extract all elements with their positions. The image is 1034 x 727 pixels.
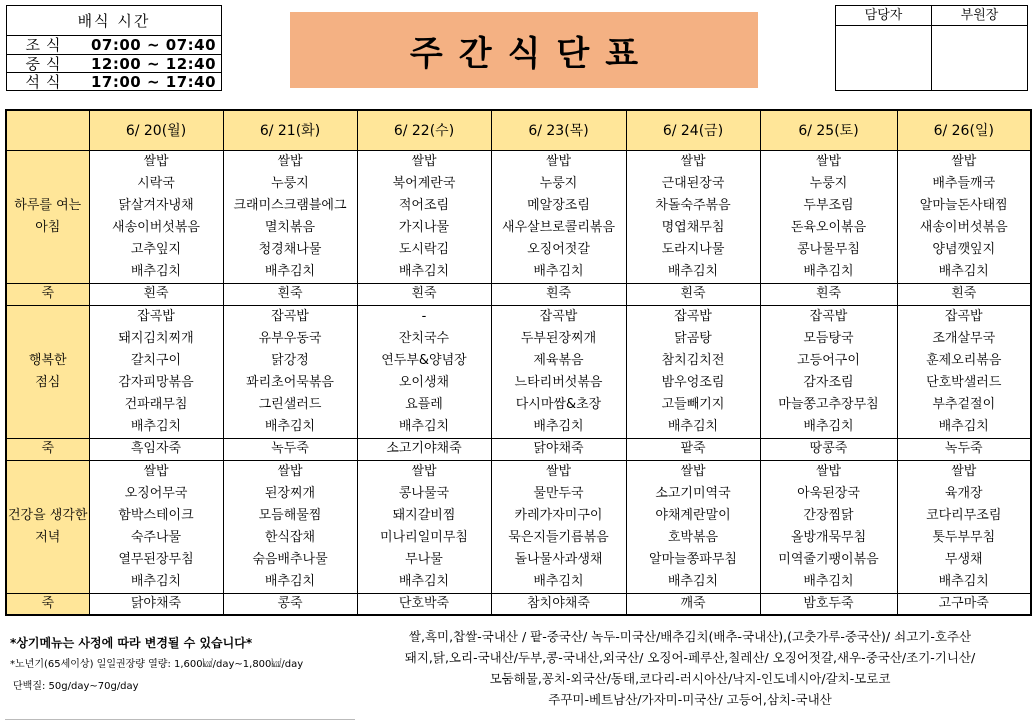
menu-item: 오징어무국 xyxy=(124,485,188,501)
menu-item: 새우살브로콜리볶음 xyxy=(501,219,616,235)
dinner-label: 건강을 생각한 저녁 xyxy=(6,460,89,593)
menu-item: 야채계란말이 xyxy=(655,507,731,523)
menu-item: 고들빼기지 xyxy=(661,396,725,412)
juk-item: 흰죽 xyxy=(626,283,760,305)
menu-item: 돼지갈비찜 xyxy=(392,507,456,523)
juk-item: 흰죽 xyxy=(491,283,626,305)
menu-item: 누룽지 xyxy=(271,175,309,191)
menu-item: 배추김치 xyxy=(533,573,584,589)
menu-item: 감자피망볶음 xyxy=(118,374,194,390)
menu-item: 두부된장찌개 xyxy=(520,330,597,346)
menu-item: 쌀밥 xyxy=(411,463,437,479)
menu-item: 도시락김 xyxy=(398,241,450,257)
menu-item: 미나리일미무침 xyxy=(380,529,468,545)
menu-item: 쌀밥 xyxy=(951,463,977,479)
menu-item: 쌀밥 xyxy=(680,153,706,169)
menu-item: 무나물 xyxy=(405,551,443,567)
breakfast-day-cell xyxy=(223,150,357,283)
menu-item: 건파래무침 xyxy=(124,396,188,412)
menu-item: 돌나물사과생채 xyxy=(514,551,603,567)
menu-item: 닭살겨자냉채 xyxy=(118,197,194,213)
origin-line: 돼지,닭,오리-국내산/두부,콩-국내산,외국산/ 오징어-페루산,칠레산/ 오징어젓갈,새우-중국산/조기-기니산/ xyxy=(404,650,976,665)
lunch-juk-label: 죽 xyxy=(6,438,89,460)
date-header-row xyxy=(6,110,1031,150)
juk-item: 밤호두죽 xyxy=(760,593,897,615)
breakfast-juk-label: 죽 xyxy=(6,283,89,305)
menu-item: 콩나물국 xyxy=(398,485,450,501)
menu-item: 단호박샐러드 xyxy=(926,374,1002,390)
date-header: 6/ 24(금) xyxy=(626,110,760,150)
dinner-juk-row xyxy=(6,593,1031,615)
juk-item: 깨죽 xyxy=(626,593,760,615)
menu-item: 요플레 xyxy=(405,396,443,412)
menu-item: 무생채 xyxy=(944,551,983,567)
menu-item: 누룽지 xyxy=(539,175,578,191)
dinner-day-cell xyxy=(223,460,357,593)
menu-item: 콩나물무침 xyxy=(797,241,860,257)
serving-meal-label: 조식 xyxy=(25,36,67,54)
menu-item: 한식잡채 xyxy=(264,529,316,545)
menu-item: 북어계란국 xyxy=(392,175,456,191)
menu-item: 훈제오리볶음 xyxy=(926,352,1002,368)
date-header: 6/ 26(일) xyxy=(897,110,1031,150)
juk-item: 흰죽 xyxy=(89,283,223,305)
dinner-day-cell xyxy=(897,460,1031,593)
menu-item: 배추김치 xyxy=(130,418,182,434)
menu-item: 배추김치 xyxy=(533,263,584,279)
lunch-day-cell xyxy=(626,305,760,438)
menu-item: 잡곡밥 xyxy=(944,308,983,324)
menu-item: 밤우엉조림 xyxy=(661,374,725,390)
breakfast-day-cell xyxy=(491,150,626,283)
date-header: 6/ 25(토) xyxy=(760,110,897,150)
juk-item: 땅콩죽 xyxy=(760,438,897,460)
menu-item: 간장찜닭 xyxy=(803,507,854,523)
menu-item: 다시마쌈&초장 xyxy=(515,396,602,412)
dinner-day-cell xyxy=(491,460,626,593)
approval-box xyxy=(835,5,1028,91)
menu-item: 미역줄기팽이볶음 xyxy=(778,551,879,567)
menu-item: 쌀밥 xyxy=(277,153,303,169)
menu-item: 숙주나물 xyxy=(130,529,182,545)
menu-item: 배추김치 xyxy=(938,263,989,279)
menu-item: 꽈리초어묵볶음 xyxy=(246,374,334,390)
approval-column xyxy=(931,6,1027,90)
signature-area xyxy=(836,26,931,90)
menu-item: 잡곡밥 xyxy=(271,308,309,324)
juk-item: 흰죽 xyxy=(357,283,491,305)
menu-item: 올방개묵무침 xyxy=(790,529,867,545)
menu-item: 호박볶음 xyxy=(667,529,719,545)
menu-item: 배추들깨국 xyxy=(932,175,996,191)
date-header: 6/ 22(수) xyxy=(357,110,491,150)
header-corner-cell xyxy=(6,110,89,150)
notice-text: *상기메뉴는 사정에 따라 변경될 수 있습니다* xyxy=(10,636,253,650)
menu-item: 크래미스크램블에그 xyxy=(233,197,347,213)
menu-item: 소고기미역국 xyxy=(655,485,731,501)
menu-item: 배추김치 xyxy=(803,573,854,589)
nutrition-energy-text: *노년기(65세이상) 일일권장량 열량: 1,600㎉/day~1,800㎉/day xyxy=(10,659,304,670)
page-title: 주간식단표 xyxy=(409,33,655,74)
menu-item: 오징어젓갈 xyxy=(527,241,590,257)
menu-item: 쌀밥 xyxy=(411,153,437,169)
juk-item: 녹두죽 xyxy=(223,438,357,460)
breakfast-day-cell xyxy=(626,150,760,283)
menu-item: 배추김치 xyxy=(398,418,450,434)
menu-item: 함박스테이크 xyxy=(118,507,194,523)
menu-item: 배추김치 xyxy=(130,573,182,589)
menu-item: 배추김치 xyxy=(667,418,719,434)
approval-column xyxy=(836,6,931,90)
menu-item: 배추김치 xyxy=(130,263,182,279)
menu-item: 근대된장국 xyxy=(661,175,725,191)
breakfast-day-cell xyxy=(897,150,1031,283)
menu-item: 톳두부무침 xyxy=(932,529,996,545)
menu-item: 카레가자미구이 xyxy=(514,507,603,523)
lunch-day-cell xyxy=(89,305,223,438)
menu-item: 돼지김치찌개 xyxy=(118,330,194,346)
serving-meal-time: 12:00 ~ 12:40 xyxy=(91,55,217,73)
lunch-juk-row xyxy=(6,438,1031,460)
weekly-menu-table xyxy=(5,109,1032,616)
menu-item: 쌀밥 xyxy=(680,463,706,479)
menu-item: 그린샐러드 xyxy=(258,396,322,412)
menu-item: 잡곡밥 xyxy=(809,308,848,324)
menu-item: 조개살무국 xyxy=(932,330,996,346)
serving-meal-label: 중식 xyxy=(25,55,67,73)
menu-item: 메알장조림 xyxy=(527,197,590,213)
menu-item: 잡곡밥 xyxy=(674,308,712,324)
menu-item: 갈치구이 xyxy=(130,352,182,368)
menu-item: 새송이버섯볶음 xyxy=(112,219,200,235)
menu-item: 배추김치 xyxy=(398,573,450,589)
menu-item: 가지나물 xyxy=(398,219,450,235)
menu-item: 묵은지들기름볶음 xyxy=(508,529,609,545)
menu-item: 두부조림 xyxy=(803,197,854,213)
menu-item: 적어조림 xyxy=(398,197,450,213)
juk-item: 흑임자죽 xyxy=(89,438,223,460)
menu-item: 아욱된장국 xyxy=(797,485,860,501)
page-title-banner xyxy=(290,12,758,88)
menu-item: 코다리무조림 xyxy=(926,507,1002,523)
menu-item: 쌀밥 xyxy=(951,153,977,169)
menu-item: 배추김치 xyxy=(803,418,854,434)
menu-item: 누룽지 xyxy=(809,175,848,191)
lunch-day-cell xyxy=(223,305,357,438)
menu-item: 새송이버섯볶음 xyxy=(919,219,1008,235)
nutrition-protein-text: 단백질: 50g/day~70g/day xyxy=(13,681,139,692)
menu-item: 배추김치 xyxy=(264,573,316,589)
menu-item: 느타리버섯볶음 xyxy=(514,374,603,390)
menu-item: 배추김치 xyxy=(803,263,854,279)
menu-item: 배추김치 xyxy=(264,418,316,434)
dinner-day-cell xyxy=(357,460,491,593)
menu-item: 쌀밥 xyxy=(143,463,169,479)
lunch-day-cell xyxy=(357,305,491,438)
dinner-day-cell xyxy=(760,460,897,593)
menu-item: 배추김치 xyxy=(533,418,584,434)
juk-item: 흰죽 xyxy=(223,283,357,305)
lunch-day-cell xyxy=(897,305,1031,438)
origin-line: 쌀,흑미,찹쌀-국내산 / 팥-중국산/ 녹두-미국산/배추김치(배추-국내산),(고춧가루-중국산)/ 쇠고기-호주산 xyxy=(408,629,972,644)
breakfast-day-cell xyxy=(357,150,491,283)
menu-item: 쌀밥 xyxy=(545,463,572,479)
menu-item: 양념깻잎지 xyxy=(932,241,996,257)
serving-time-row xyxy=(7,36,221,54)
date-header: 6/ 23(목) xyxy=(491,110,626,150)
approval-header: 부원장 xyxy=(932,6,1027,26)
menu-item: 닭곰탕 xyxy=(674,330,712,346)
dinner-day-cell xyxy=(626,460,760,593)
dinner-juk-label: 죽 xyxy=(6,593,89,615)
lunch-menu-row xyxy=(6,305,1031,438)
serving-time-row xyxy=(7,54,221,72)
menu-item: 잔치국수 xyxy=(398,330,450,346)
origin-line: 주꾸미-베트남산/가자미-미국산/ 고등어,삼치-국내산 xyxy=(548,692,832,707)
menu-item: 감자조림 xyxy=(803,374,854,390)
menu-item: 쌀밥 xyxy=(143,153,169,169)
menu-item: 배추김치 xyxy=(938,418,989,434)
menu-item: 유부우동국 xyxy=(258,330,322,346)
menu-item: 제육볶음 xyxy=(533,352,584,368)
menu-item: 배추김치 xyxy=(264,263,316,279)
menu-item: 연두부&양념장 xyxy=(381,352,467,368)
menu-item: 시락국 xyxy=(137,175,175,191)
menu-item: 쌀밥 xyxy=(815,153,842,169)
menu-item: 열무된장무침 xyxy=(118,551,194,567)
breakfast-day-cell xyxy=(89,150,223,283)
menu-item: 도라지나물 xyxy=(661,241,725,257)
serving-meal-label: 석식 xyxy=(25,73,67,91)
breakfast-juk-row xyxy=(6,283,1031,305)
origin-line: 모둠해물,꽁치-외국산/동태,코다리-러시아산/낙지-인도네시아/갈치-모로코 xyxy=(489,671,891,686)
lunch-day-cell xyxy=(491,305,626,438)
date-header: 6/ 20(월) xyxy=(89,110,223,150)
menu-item: 배추김치 xyxy=(667,263,719,279)
menu-item: 명엽채무침 xyxy=(661,219,725,235)
menu-item: 청경채나물 xyxy=(258,241,322,257)
juk-item: 닭야채죽 xyxy=(89,593,223,615)
menu-item: 알마늘쫑파무침 xyxy=(649,551,737,567)
dinner-menu-row xyxy=(6,460,1031,593)
juk-item: 소고기야채죽 xyxy=(357,438,491,460)
menu-item: 잡곡밥 xyxy=(539,308,578,324)
menu-item: - xyxy=(421,308,427,324)
menu-item: 멸치볶음 xyxy=(264,219,316,235)
menu-item: 알마늘돈사태찜 xyxy=(919,197,1008,213)
menu-item: 모듬해물찜 xyxy=(258,507,322,523)
juk-item: 팥죽 xyxy=(626,438,760,460)
menu-item: 오이생채 xyxy=(398,374,450,390)
menu-item: 육개장 xyxy=(944,485,983,501)
juk-item: 콩죽 xyxy=(223,593,357,615)
menu-item: 쌀밥 xyxy=(277,463,303,479)
serving-time-row xyxy=(7,72,221,90)
menu-item: 배추김치 xyxy=(938,573,989,589)
juk-item: 흰죽 xyxy=(760,283,897,305)
menu-item: 마늘쫑고추장무침 xyxy=(778,396,879,412)
serving-meal-time: 07:00 ~ 07:40 xyxy=(91,36,217,54)
menu-item: 숚음배추나물 xyxy=(252,551,328,567)
breakfast-day-cell xyxy=(760,150,897,283)
breakfast-label: 하루를 여는 아침 xyxy=(6,150,89,283)
menu-item: 참치김치전 xyxy=(661,352,725,368)
serving-time-box xyxy=(6,5,222,91)
menu-item: 배추김치 xyxy=(398,263,450,279)
menu-item: 부추겉절이 xyxy=(932,396,996,412)
notes-section xyxy=(10,632,350,698)
juk-item: 닭야채죽 xyxy=(491,438,626,460)
juk-item: 단호박죽 xyxy=(357,593,491,615)
menu-item: 닭강정 xyxy=(271,352,309,368)
breakfast-menu-row xyxy=(6,150,1031,283)
juk-item: 흰죽 xyxy=(897,283,1031,305)
juk-item: 고구마죽 xyxy=(897,593,1031,615)
menu-item: 고추잎지 xyxy=(130,241,182,257)
dinner-day-cell xyxy=(89,460,223,593)
menu-item: 잡곡밥 xyxy=(137,308,175,324)
serving-meal-time: 17:00 ~ 17:40 xyxy=(91,73,217,91)
lunch-day-cell xyxy=(760,305,897,438)
approval-header: 담당자 xyxy=(836,6,931,26)
menu-item: 물만두국 xyxy=(533,485,584,501)
signature-area xyxy=(932,26,1027,90)
menu-item: 된장찌개 xyxy=(264,485,316,501)
menu-item: 모듬탕국 xyxy=(803,330,854,346)
juk-item: 참치야채죽 xyxy=(491,593,626,615)
origin-info xyxy=(350,626,1030,710)
date-header: 6/ 21(화) xyxy=(223,110,357,150)
menu-item: 쌀밥 xyxy=(815,463,842,479)
menu-item: 고등어구이 xyxy=(797,352,860,368)
menu-item: 쌀밥 xyxy=(545,153,572,169)
menu-item: 차돌숙주볶음 xyxy=(655,197,731,213)
menu-item: 돈육오이볶음 xyxy=(790,219,867,235)
divider xyxy=(5,719,355,720)
lunch-label: 행복한 점심 xyxy=(6,305,89,438)
menu-item: 배추김치 xyxy=(667,573,719,589)
juk-item: 녹두죽 xyxy=(897,438,1031,460)
serving-time-title: 배식 시간 xyxy=(7,6,221,36)
